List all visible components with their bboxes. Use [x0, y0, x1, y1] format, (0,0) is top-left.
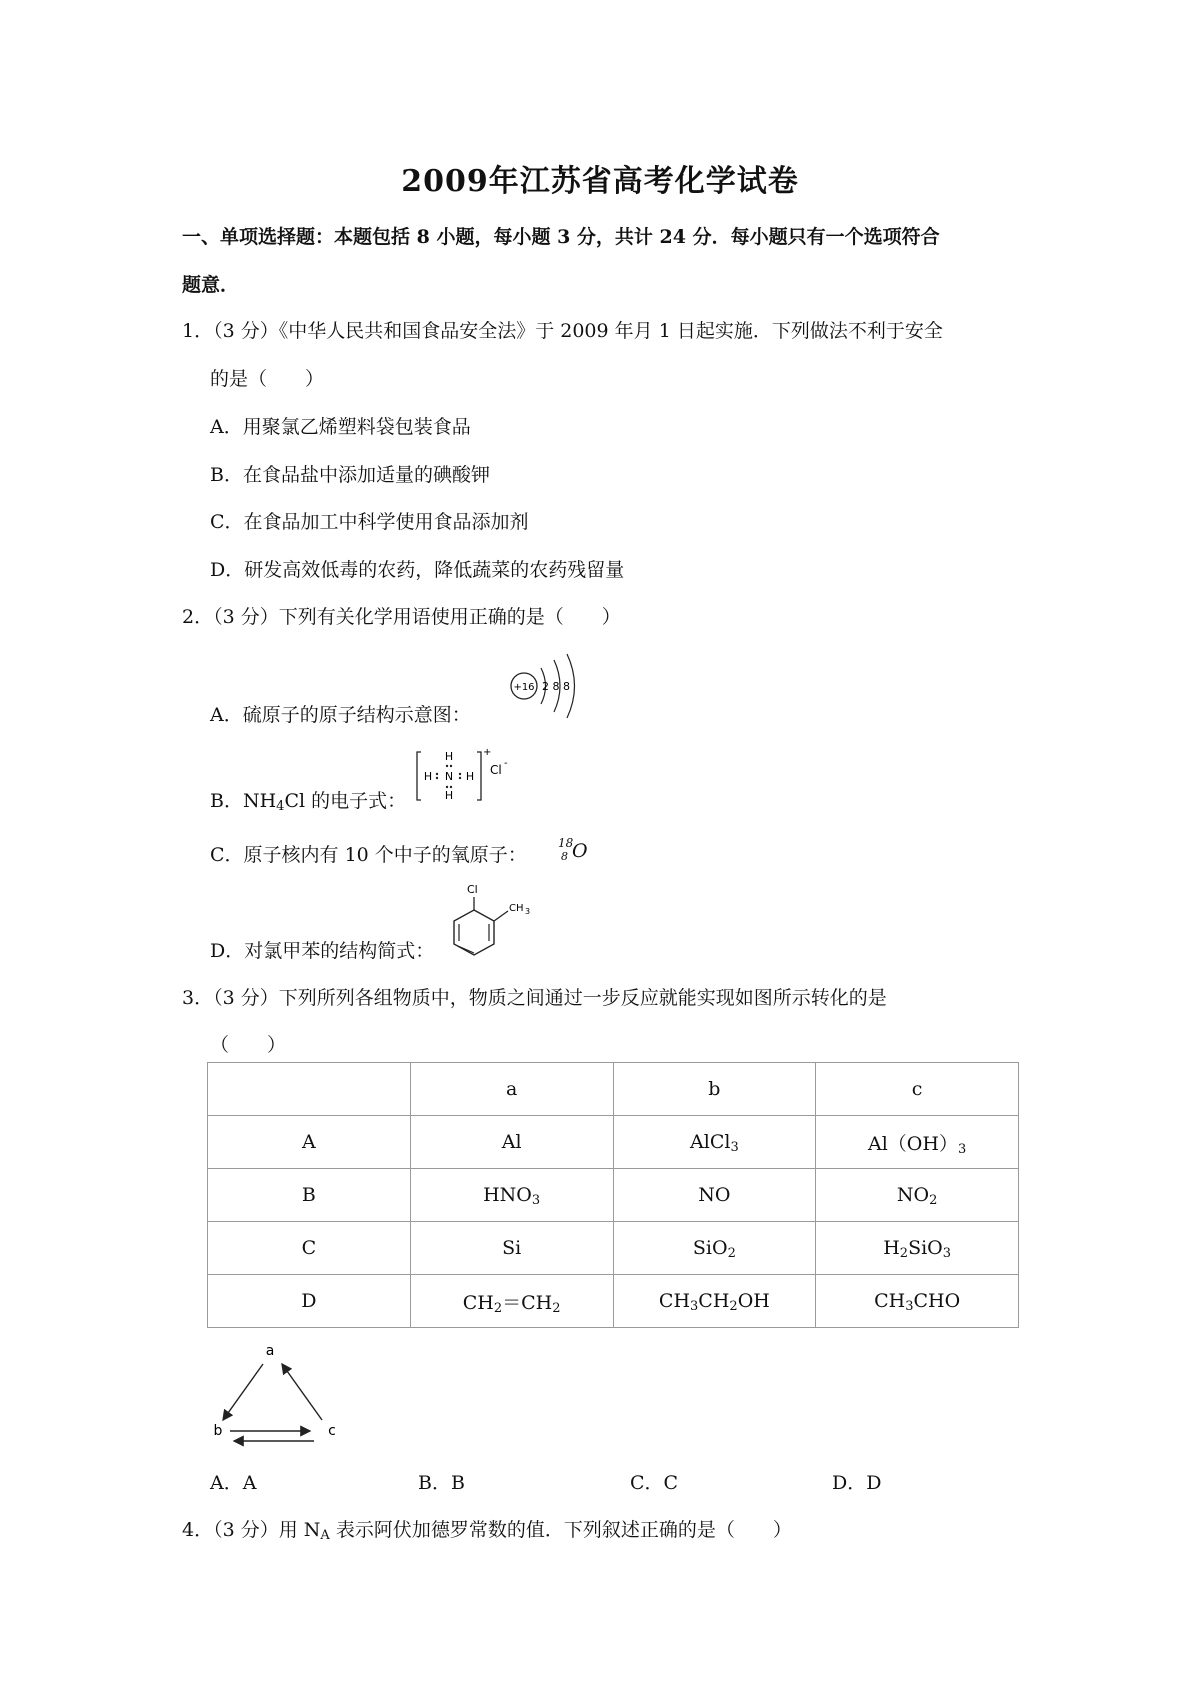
- svg-text:H: H: [423, 770, 433, 783]
- node-a-label: a: [265, 1343, 275, 1359]
- svg-text:-: -: [504, 758, 508, 769]
- chlorotoluene-structure: [444, 880, 554, 960]
- node-b-label: b: [213, 1423, 223, 1439]
- table-row: [208, 1222, 1019, 1275]
- table-cell: NO: [613, 1169, 816, 1222]
- q4-stem: 4．（3 分）用 $N_A$ 表示阿伏加德罗常数的值．下列叙述正确的是（ ）: [182, 1519, 792, 1543]
- table-row: [208, 1275, 1019, 1328]
- table-cell: SiO$_2$: [613, 1222, 816, 1275]
- table-cell: Al: [410, 1116, 613, 1169]
- table-cell: $NO_2$: [816, 1169, 1019, 1222]
- q3-stem-line2: （ ）: [210, 1034, 287, 1056]
- table-row: [208, 1116, 1019, 1169]
- q2-stem: 2．（3 分）下列有关化学用语使用正确的是（ ）: [182, 606, 621, 628]
- node-c-label: c: [328, 1423, 336, 1439]
- q3-answer-d: D．D: [832, 1472, 882, 1494]
- q3-answer-a: A．A: [210, 1472, 257, 1494]
- table-cell: b: [613, 1063, 816, 1116]
- substances-table: [207, 1062, 1019, 1328]
- table-cell: AlCl$_3$: [613, 1116, 816, 1169]
- arrow-a-to-b: [223, 1364, 263, 1420]
- table-row: [208, 1169, 1019, 1222]
- atom-shell-electrons: 2 8 8: [542, 680, 570, 693]
- q2-option-a: A．硫原子的原子结构示意图：: [210, 704, 471, 726]
- svg-text:H: H: [465, 770, 475, 783]
- svg-text:3: 3: [525, 907, 531, 916]
- q3-stem-line1: 3．（3 分）下列所列各组物质中，物质之间通过一步反应就能实现如图所示转化的是: [182, 987, 887, 1009]
- sulfur-atom-structure-diagram: [508, 650, 586, 720]
- q1-option-b: B．在食品盐中添加适量的碘酸钾: [210, 464, 490, 486]
- q1-stem-line1: 1．（3 分）《中华人民共和国食品安全法》于 2009 年月 1 日起实施．下列做法不利于安全: [182, 320, 943, 342]
- table-cell: Si: [410, 1222, 613, 1275]
- q1-option-c: C．在食品加工中科学使用食品添加剂: [210, 511, 529, 533]
- table-cell: a: [410, 1063, 613, 1116]
- nitrogen-symbol: N: [444, 770, 454, 783]
- table-cell: $Al(OH)_3$: [816, 1116, 1019, 1169]
- q2-option-b: B．$NH_4Cl$ 的电子式：: [210, 790, 407, 814]
- q3-answer-c: C．C: [630, 1472, 679, 1494]
- table-cell: $H_2SiO_3$: [816, 1222, 1019, 1275]
- arrow-c-to-a: [282, 1364, 322, 1420]
- svg-text:Cl: Cl: [467, 883, 478, 896]
- table-cell: A: [208, 1116, 411, 1169]
- q1-stem-line2: 的是（ ）: [210, 368, 325, 390]
- q2-option-d: D．对氯甲苯的结构简式：: [210, 940, 435, 962]
- svg-text:CH: CH: [509, 903, 524, 914]
- ammonium-chloride-electron-formula: [414, 746, 514, 806]
- table-header-row: [208, 1063, 1019, 1116]
- table-cell: $CH_2=CH_2$: [410, 1275, 613, 1328]
- q2-option-c: C．原子核内有 10 个中子的氧原子：: [210, 844, 527, 866]
- svg-text:H: H: [444, 750, 454, 763]
- section-heading-line2: 题意．: [182, 274, 240, 296]
- q3-answer-b: B．B: [418, 1472, 465, 1494]
- table-cell: $HNO_3$: [410, 1169, 613, 1222]
- table-cell: D: [208, 1275, 411, 1328]
- table-cell: $CH_3CHO$: [816, 1275, 1019, 1328]
- oxygen-isotope-notation: 18 8 O: [558, 836, 588, 863]
- svg-text:H: H: [444, 789, 454, 802]
- conversion-triangle-diagram: [206, 1340, 346, 1452]
- table-cell: C: [208, 1222, 411, 1275]
- svg-text:+: +: [483, 747, 492, 758]
- q1-option-a: A．用聚氯乙烯塑料袋包装食品: [210, 416, 471, 438]
- table-cell: [208, 1063, 411, 1116]
- atom-nucleus-label: +16: [513, 682, 535, 693]
- table-cell: B: [208, 1169, 411, 1222]
- table-cell: $CH_3CH_2OH$: [613, 1275, 816, 1328]
- section-heading-line1: 一、单项选择题：本题包括 8 小题，每小题 3 分，共计 24 分．每小题只有一个选项符合: [182, 226, 940, 248]
- page-title: 2009年江苏省高考化学试卷: [401, 164, 799, 199]
- q1-option-d: D．研发高效低毒的农药，降低蔬菜的农药残留量: [210, 559, 625, 581]
- table-cell: c: [816, 1063, 1019, 1116]
- chloride-ion: Cl: [490, 763, 502, 777]
